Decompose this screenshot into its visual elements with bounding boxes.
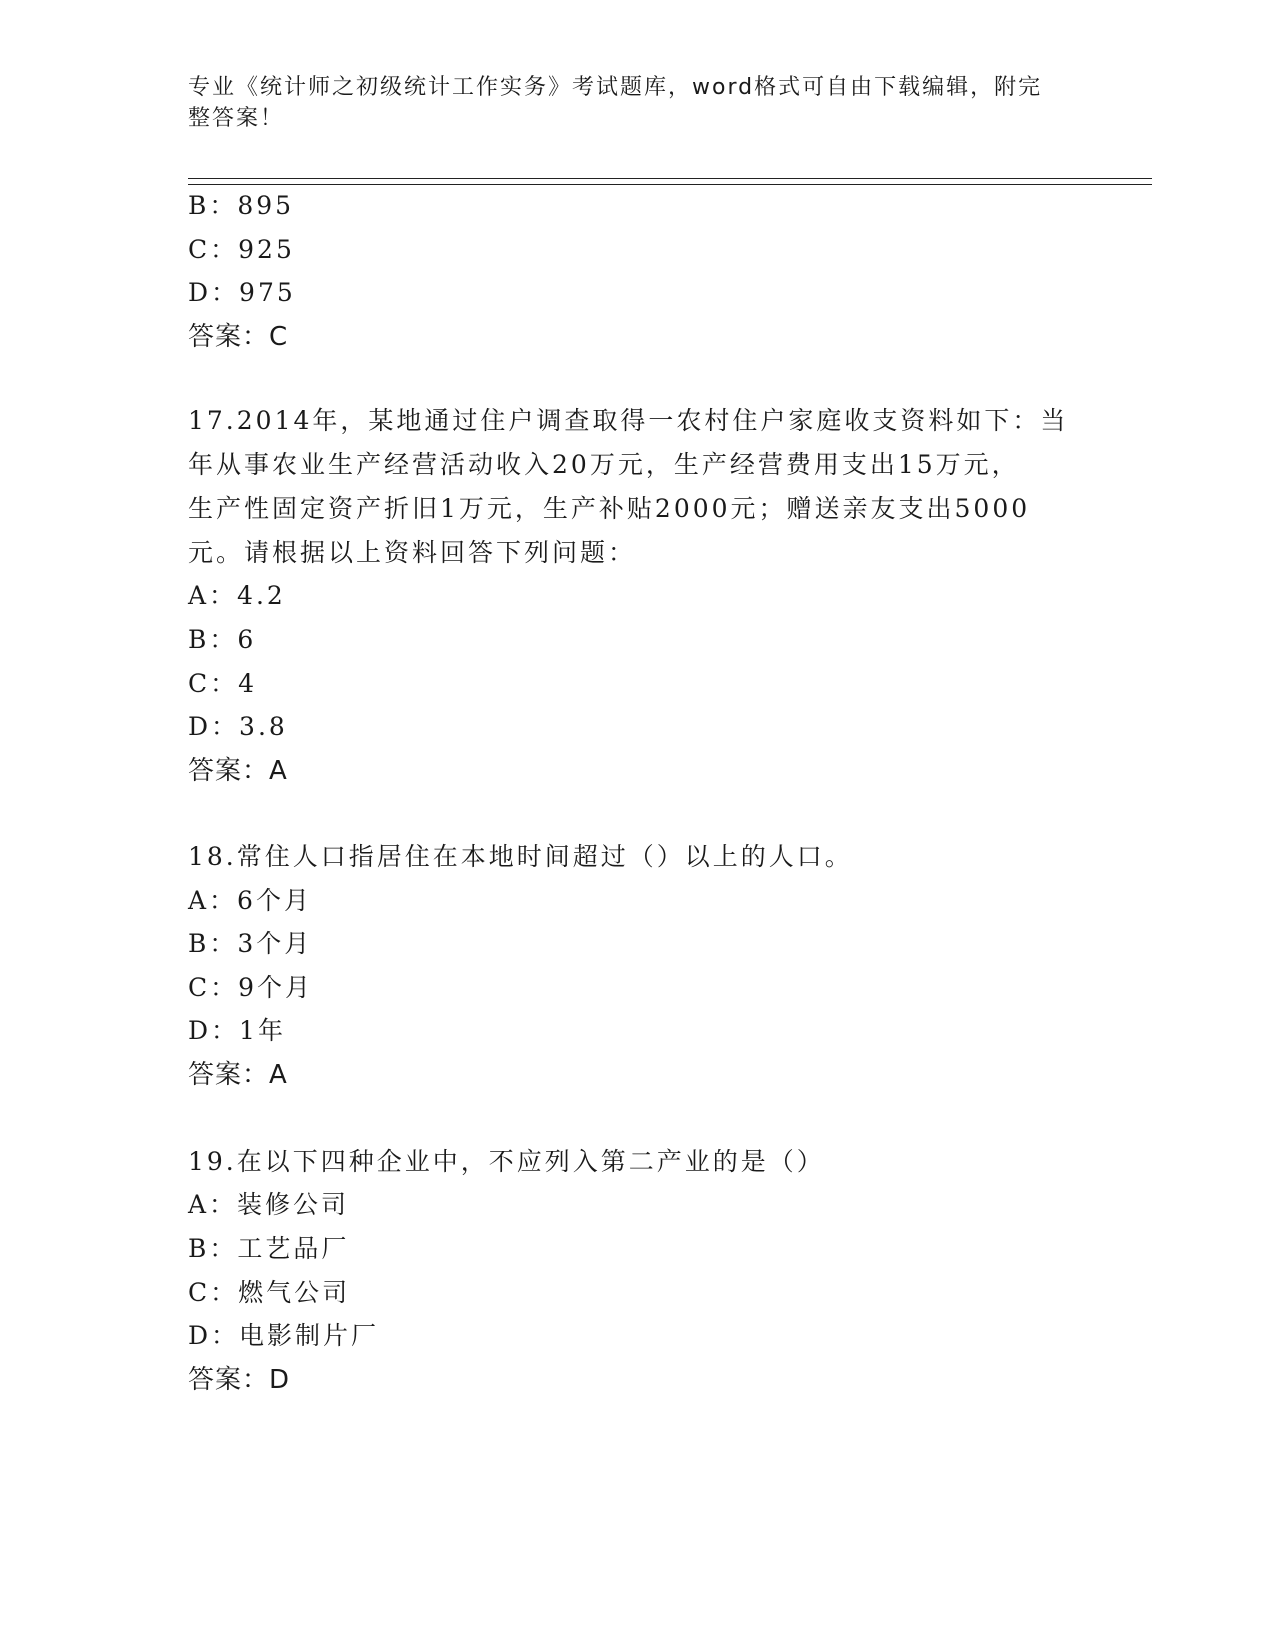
option-d: D：975 [188, 278, 296, 307]
document-header [188, 72, 1068, 134]
answer-label: 答案：C [188, 322, 289, 352]
option-d: D：3.8 [188, 712, 288, 741]
option-b: B：3个月 [188, 929, 313, 958]
header-line-2: 整答案！ [188, 106, 285, 131]
question-stem-line: 17.2014年，某地通过住户调查取得一农村住户家庭收支资料如下：当 [188, 406, 1069, 435]
option-c: C：9个月 [188, 973, 314, 1002]
option-b: B：工艺品厂 [188, 1234, 350, 1263]
header-line-1: 专业《统计师之初级统计工作实务》考试题库，word格式可自由下载编辑，附完 [188, 75, 1043, 100]
header-divider-bottom [188, 184, 1152, 185]
option-a: A：装修公司 [188, 1190, 350, 1219]
question-stem-line: 18.常住人口指居住在本地时间超过（）以上的人口。 [188, 842, 853, 871]
answer-label: 答案：A [188, 756, 288, 786]
option-c: C：925 [188, 235, 295, 264]
question-stem-line: 19.在以下四种企业中，不应列入第二产业的是（） [188, 1147, 825, 1176]
answer-label: 答案：D [188, 1365, 291, 1395]
answer-label: 答案：A [188, 1060, 288, 1090]
question-stem-line: 年从事农业生产经营活动收入20万元，生产经营费用支出15万元， [188, 450, 1020, 479]
option-b: B：895 [188, 191, 295, 220]
option-d: D：1年 [188, 1016, 286, 1045]
option-a: A：6个月 [188, 886, 312, 915]
header-divider-top [188, 178, 1152, 179]
option-d: D：电影制片厂 [188, 1321, 380, 1350]
option-b: B：6 [188, 625, 257, 654]
question-stem-line: 生产性固定资产折旧1万元，生产补贴2000元；赠送亲友支出5000 [188, 494, 1031, 523]
option-c: C：燃气公司 [188, 1278, 351, 1307]
option-c: C：4 [188, 669, 258, 698]
option-a: A：4.2 [188, 581, 286, 610]
question-stem-line: 元。请根据以上资料回答下列问题： [188, 538, 637, 567]
